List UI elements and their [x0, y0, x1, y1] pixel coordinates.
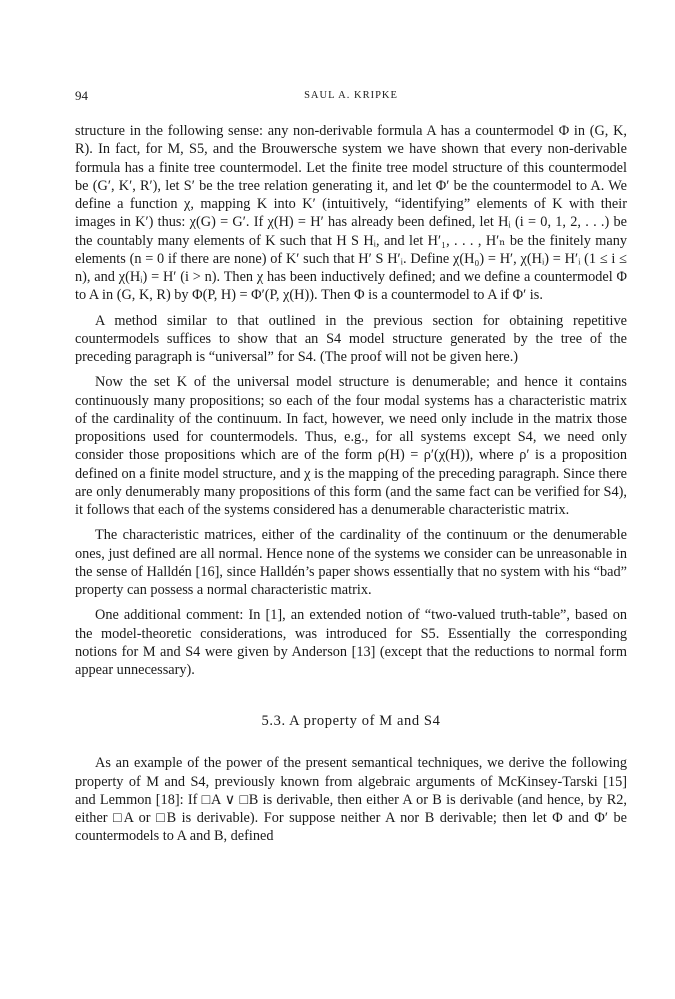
paragraph: A method similar to that outlined in the previous section for obtaining repetitive countermodels suffices to show that an S4 model structure generated by the tree of the preceding paragraph is “universal” for S4. (The proof will not be given here.) — [75, 312, 627, 365]
paragraph: Now the set K of the universal model structure is denumerable; and hence it contains continuously many propositions; so each of the four modal systems has a characteristic matrix of the cardinality of the continuum. In fact, however, we need only include in the matrix those propositions used for countermodels. Thus, e.g., for all systems except S4, we need only consider those propositions which are of the form ρ(H) = ρ′(χ(H)), where ρ′ is a proposition defined on a finite model structure, and χ is the mapping of the preceding paragraph. Since there are only denumerably many propositions of this form (and the same fact can be verified for S4), it follows that each of the systems considered has a denumerable characteristic matrix. — [75, 374, 627, 518]
paragraph: One additional comment: In [1], an extended notion of “two-valued truth-table”, based on the model-theoretic considerations, was introduced for S5. Essentially the corresponding notions for M and S4 were given by Anderson [13] (except that the reductions to normal form appear unnecessary). — [75, 607, 627, 678]
running-head: SAUL A. KRIPKE — [304, 90, 398, 101]
paragraph: As an example of the power of the present semantical techniques, we derive the following property of M and S4, previously known from algebraic arguments of McKinsey-Tarski [15] and Lemmon [18]: If □A ∨ □B is derivable, then either A or B is derivable (and hence, by R2, either □A or □B is derivable). For suppose neither A nor B derivable; then let Φ and Φ′ be countermodels to A and B, defined — [75, 755, 627, 845]
section-heading: 5.3. A property of M and S4 — [261, 713, 441, 730]
paragraph: The characteristic matrices, either of the cardinality of the continuum or the denumerable ones, just defined are all normal. Hence none of the systems we consider can be unreasonable in the sense of Halldén [16], since Halldén’s paper shows essentially that no system with his “bad” property can possess a normal characteristic matrix. — [75, 527, 627, 598]
paragraph: structure in the following sense: any non-derivable formula A has a countermodel Φ in (G, K, R). In fact, for M, S5, and the Brouwersche system we have shown that every non-derivable formula has a finite tree countermodel. Let the finite tree model structure of this countermodel be (G′, K′, R′), let S′ be the tree relation generating it, and let Φ′ be the countermodel to A. We define a function χ, mapping K into K′ (intuitively, “identifying” elements of K with their images in K′) thus: χ(G) = G′. If χ(H) = H′ has already been defined, let Hᵢ (i = 0, 1, 2, . . .) be the countably many elements of K such that H S Hᵢ, and let H′₁, . . . , H′ₙ be the finitely many elements (n = 0 if there are none) of K′ such that H′ S H′ᵢ. Define χ(H₀) = H′, χ(Hᵢ) = H′ᵢ (1 ≤ i ≤ n), and χ(Hᵢ) = H′ (i > n). Then χ has been inductively defined; and we define a countermodel Φ to A in (G, K, R) by Φ(P, H) = Φ′(P, χ(H)). Then Φ is a countermodel to A if Φ′ is. — [75, 123, 627, 304]
page-header — [75, 88, 627, 108]
body-text — [75, 122, 627, 853]
page-number: 94 — [75, 88, 88, 103]
